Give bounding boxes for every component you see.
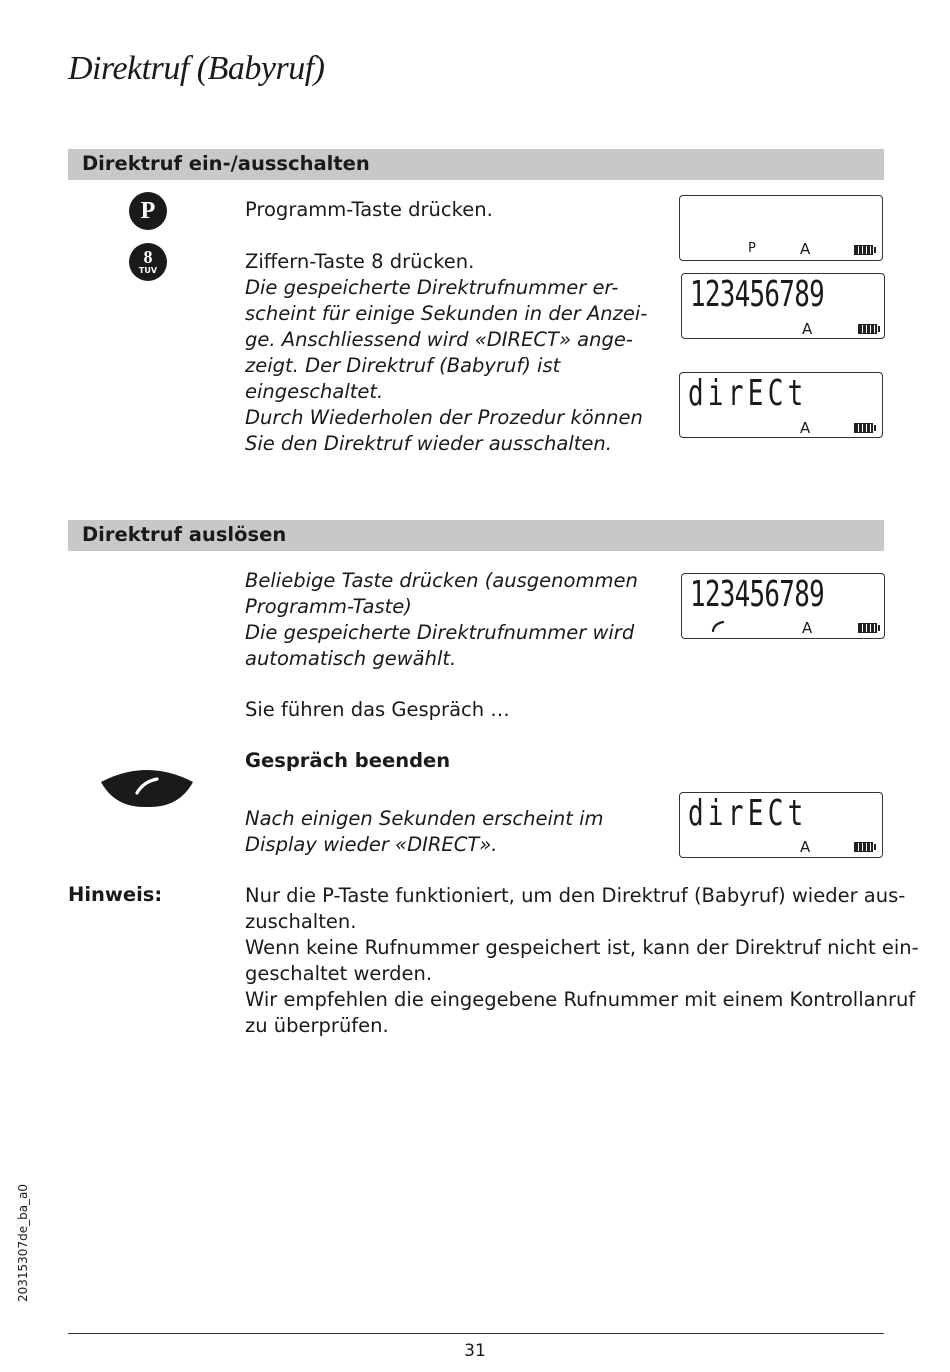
section-heading: Direktruf auslösen bbox=[82, 523, 287, 546]
lcd-direct-text: dirECt bbox=[688, 373, 808, 414]
lcd-display-program bbox=[679, 195, 883, 261]
a-indicator: A bbox=[802, 320, 813, 338]
section-heading: Direktruf ein-/ausschalten bbox=[82, 152, 370, 175]
desc-line: Beliebige Taste drücken (ausgenommen bbox=[245, 569, 638, 592]
handset-icon bbox=[711, 620, 725, 632]
note-text bbox=[245, 883, 919, 1039]
page-number: 31 bbox=[464, 1341, 486, 1361]
step-program-key: Programm-Taste drücken. bbox=[245, 198, 493, 221]
desc-line: Programm-Taste) bbox=[245, 595, 412, 618]
a-indicator: A bbox=[802, 619, 813, 637]
battery-full-icon bbox=[854, 842, 873, 852]
lcd-number: 123456789 bbox=[690, 274, 824, 315]
note-line: geschaltet werden. bbox=[245, 962, 433, 985]
page-title: Direktruf (Babyruf) bbox=[68, 50, 325, 87]
note-line: Wir empfehlen die eingegebene Rufnummer mit einem Kontrollanruf bbox=[245, 988, 916, 1011]
desc-line: Sie den Direktruf wieder ausschalten. bbox=[245, 432, 612, 455]
section2-description bbox=[245, 568, 638, 672]
section-header-direktruf-ein-aus bbox=[68, 149, 884, 180]
desc-line: Die gespeicherte Direktrufnummer er- bbox=[245, 276, 619, 299]
end-call-button-icon bbox=[99, 766, 195, 808]
battery-full-icon bbox=[854, 245, 873, 255]
battery-full-icon bbox=[858, 324, 877, 334]
program-key-label: P bbox=[140, 198, 156, 224]
a-indicator: A bbox=[800, 240, 811, 258]
desc-line: eingeschaltet. bbox=[245, 380, 384, 403]
section-header-direktruf-ausloesen bbox=[68, 520, 884, 551]
step-digit-8: Ziffern-Taste 8 drücken. bbox=[245, 250, 475, 273]
lcd-display-direct bbox=[679, 792, 883, 858]
desc-line: zeigt. Der Direktruf (Babyruf) ist bbox=[245, 354, 561, 377]
document-code: 20315307de_ba_a0 bbox=[16, 1183, 30, 1302]
end-call-heading: Gespräch beenden bbox=[245, 749, 451, 772]
a-indicator: A bbox=[800, 838, 811, 856]
program-key-icon bbox=[129, 192, 167, 230]
desc-line: Die gespeicherte Direktrufnummer wird bbox=[245, 621, 635, 644]
end-call-description bbox=[245, 806, 604, 858]
lcd-display-dialing bbox=[681, 573, 885, 639]
lcd-direct-text: dirECt bbox=[688, 793, 808, 834]
lcd-display-number bbox=[681, 273, 885, 339]
desc-line: scheint für einige Sekunden in der Anzei- bbox=[245, 302, 648, 325]
note-line: zu überprüfen. bbox=[245, 1014, 389, 1037]
digit-8-letters: TUV bbox=[138, 266, 158, 275]
desc-line: automatisch gewählt. bbox=[245, 647, 457, 670]
note-label: Hinweis: bbox=[68, 883, 163, 906]
desc-line: Nach einigen Sekunden erscheint im bbox=[245, 807, 604, 830]
battery-full-icon bbox=[854, 423, 873, 433]
desc-line: Durch Wiederholen der Prozedur können bbox=[245, 406, 643, 429]
section1-description bbox=[245, 275, 647, 457]
note-line: Wenn keine Rufnummer gespeichert ist, kann der Direktruf nicht ein- bbox=[245, 936, 919, 959]
note-line: Nur die P-Taste funktioniert, um den Direktruf (Babyruf) wieder aus- bbox=[245, 884, 906, 907]
conversation-text: Sie führen das Gespräch … bbox=[245, 698, 510, 721]
digit-8-label: 8 bbox=[143, 247, 153, 267]
desc-line: Display wieder «DIRECT». bbox=[245, 833, 498, 856]
note-line: zuschalten. bbox=[245, 910, 357, 933]
lcd-number: 123456789 bbox=[690, 574, 824, 615]
footer-divider bbox=[68, 1333, 884, 1334]
program-indicator: P bbox=[748, 241, 756, 256]
a-indicator: A bbox=[800, 419, 811, 437]
lcd-display-direct bbox=[679, 372, 883, 438]
battery-full-icon bbox=[858, 623, 877, 633]
desc-line: ge. Anschliessend wird «DIRECT» ange- bbox=[245, 328, 633, 351]
digit-8-key-icon bbox=[129, 243, 167, 281]
